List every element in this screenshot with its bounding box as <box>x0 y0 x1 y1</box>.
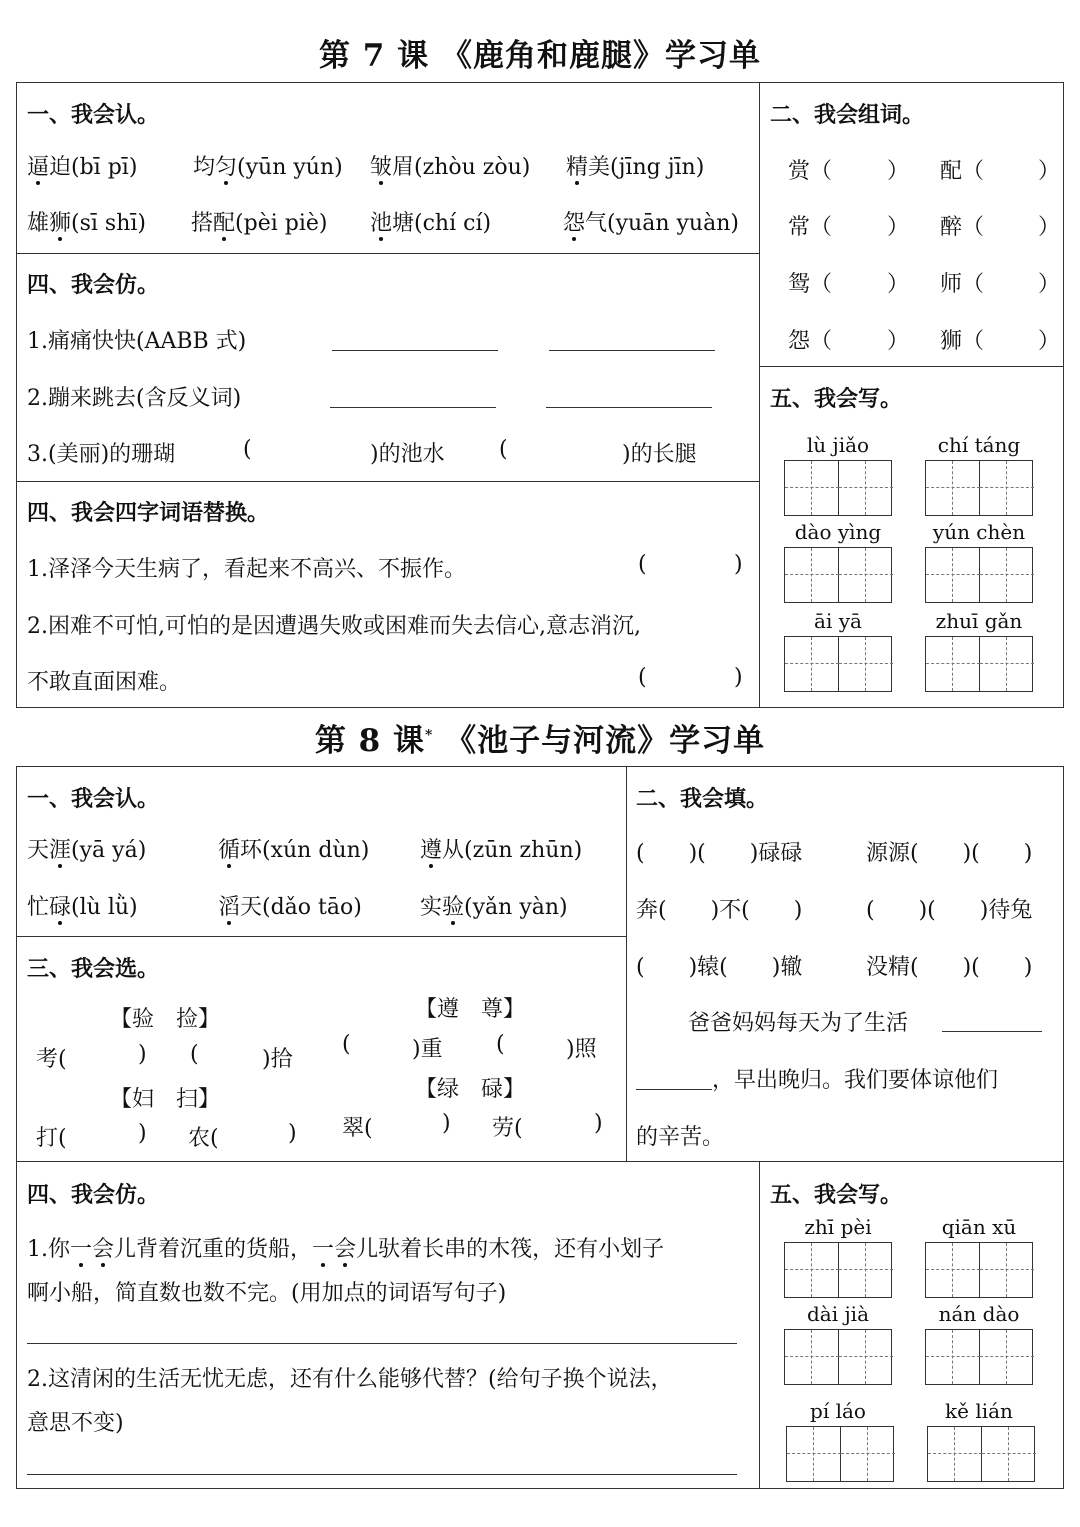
pinyin-label: kě lián <box>945 1399 1013 1423</box>
word-item: 鸳（ <box>788 272 833 297</box>
recognize-item: 循环(xún dùn) <box>218 838 370 863</box>
word-item: 配（ <box>940 159 985 184</box>
choice-blank[interactable]: 翠( <box>342 1116 373 1141</box>
answer-line[interactable] <box>27 1474 737 1475</box>
choice-blank: ) <box>594 1111 603 1136</box>
word-item: 赏（ <box>788 159 833 184</box>
divider <box>626 766 627 1162</box>
imitate-line: 意思不变) <box>27 1411 124 1436</box>
pinyin-label: dài jià <box>806 1302 869 1326</box>
fill-paragraph: ，早出晚归。我们要体谅他们 <box>712 1068 999 1093</box>
word-item: 常（ <box>788 215 833 240</box>
answer-line[interactable] <box>636 1089 712 1090</box>
pinyin-label: chí táng <box>937 433 1021 457</box>
fill-paragraph: 的辛苦。 <box>636 1125 725 1150</box>
choice-blank[interactable]: 考( <box>36 1047 67 1072</box>
section-heading: 二、我会组词。 <box>770 102 925 128</box>
word-item: ） <box>1038 215 1061 240</box>
choice-blank[interactable]: ( <box>496 1032 505 1057</box>
recognize-item: 遵从(zūn zhūn) <box>420 838 583 863</box>
choice-blank: )重 <box>412 1037 443 1062</box>
pinyin-label: nán dào <box>938 1302 1020 1326</box>
choice-blank[interactable]: 农( <box>188 1126 219 1151</box>
section-heading: 四、我会仿。 <box>27 272 160 298</box>
imitate-line: )的长腿 <box>622 442 697 467</box>
word-item: ） <box>887 272 910 297</box>
pinyin-label: dào yìng <box>794 520 882 544</box>
writing-grid[interactable] <box>927 1426 1035 1482</box>
divider <box>16 253 760 254</box>
section-heading: 一、我会认。 <box>27 786 160 812</box>
pinyin-label: āi yā <box>814 609 862 633</box>
imitate-line: 1.痛痛快快(AABB 式) <box>27 329 247 354</box>
replace-line: 1.泽泽今天生病了，看起来不高兴、不振作。 <box>27 557 466 582</box>
choice-blank: ) <box>138 1042 147 1067</box>
divider <box>16 1161 1064 1162</box>
recognize-item: 滔天(dǎo tāo) <box>218 895 362 920</box>
fill-item[interactable]: ( )( )碌碌 <box>636 841 803 866</box>
writing-grid[interactable] <box>925 1329 1033 1385</box>
choice-group: 【遵 尊】 <box>415 997 526 1022</box>
recognize-item: 逼迫(bī pī) <box>27 155 138 180</box>
answer-blank: ) <box>734 552 743 577</box>
pinyin-label: pí láo <box>810 1399 866 1423</box>
imitate-line: 啊小船，简直数也数不完。(用加点的词语写句子) <box>27 1281 507 1306</box>
fill-item[interactable]: 没精( )( ) <box>866 955 1033 980</box>
answer-line[interactable] <box>942 1031 1042 1032</box>
choice-group: 【验 捡】 <box>110 1007 221 1032</box>
replace-line: 不敢直面困难。 <box>27 670 182 695</box>
word-item: ） <box>1038 329 1061 354</box>
imitate-line: 3.(美丽)的珊瑚 <box>27 442 176 467</box>
word-item: 醉（ <box>940 215 985 240</box>
recognize-item: 搭配(pèi piè) <box>191 211 328 236</box>
section-heading: 四、我会仿。 <box>27 1182 160 1208</box>
divider <box>16 936 627 937</box>
divider <box>759 82 760 708</box>
word-item: ） <box>1038 272 1061 297</box>
recognize-item: 天涯(yā yá) <box>27 838 147 863</box>
pinyin-label: yún chèn <box>932 520 1026 544</box>
writing-grid[interactable] <box>784 1242 892 1298</box>
imitate-line: 2.蹦来跳去(含反义词) <box>27 386 242 411</box>
writing-grid[interactable] <box>784 547 892 603</box>
lesson7-title: 第 7 课 《鹿角和鹿腿》学习单 <box>319 38 761 74</box>
section-heading: 四、我会四字词语替换。 <box>27 500 270 526</box>
divider <box>759 366 1064 367</box>
writing-grid[interactable] <box>784 636 892 692</box>
choice-blank[interactable]: 劳( <box>492 1116 523 1141</box>
fill-item[interactable]: ( )( )待兔 <box>866 898 1033 923</box>
writing-grid[interactable] <box>784 1329 892 1385</box>
fill-item[interactable]: 奔( )不( ) <box>636 898 803 923</box>
choice-blank: )拾 <box>262 1047 293 1072</box>
pinyin-label: zhuī gǎn <box>935 609 1023 633</box>
recognize-item: 池塘(chí cí) <box>370 211 492 236</box>
replace-line: 2.困难不可怕,可怕的是因遭遇失败或困难而失去信心,意志消沉, <box>27 614 641 639</box>
recognize-item: 精美(jīng jīn) <box>566 155 705 180</box>
writing-grid[interactable] <box>925 460 1033 516</box>
section-heading: 五、我会写。 <box>770 386 903 412</box>
choice-group: 【妇 扫】 <box>110 1087 221 1112</box>
recognize-item: 实验(yǎn yàn) <box>420 895 568 920</box>
writing-grid[interactable] <box>784 460 892 516</box>
recognize-item: 雄狮(sī shī) <box>27 211 147 236</box>
choice-blank: ) <box>288 1121 297 1146</box>
word-item: ） <box>887 215 910 240</box>
answer-blank[interactable]: ( <box>499 437 508 462</box>
imitate-line: )的池水 <box>370 442 445 467</box>
section-heading: 一、我会认。 <box>27 102 160 128</box>
answer-line[interactable] <box>332 350 498 351</box>
section-heading: 五、我会写。 <box>770 1182 903 1208</box>
word-item: 怨（ <box>788 329 833 354</box>
word-item: ） <box>887 159 910 184</box>
choice-blank: ) <box>138 1121 147 1146</box>
divider <box>16 481 760 482</box>
choice-blank[interactable]: ( <box>342 1032 351 1057</box>
choice-blank: ) <box>442 1111 451 1136</box>
word-item: ） <box>887 329 910 354</box>
lesson8-title: 第 8 课* 《池子与河流》学习单 <box>314 723 766 759</box>
pinyin-label: qiān xū <box>941 1215 1017 1239</box>
choice-blank[interactable]: 打( <box>36 1126 67 1151</box>
answer-line[interactable] <box>549 350 715 351</box>
answer-blank[interactable]: ( <box>243 437 252 462</box>
recognize-item: 忙碌(lù lǜ) <box>27 895 138 920</box>
writing-grid[interactable] <box>925 636 1033 692</box>
answer-blank[interactable]: ( <box>638 552 647 577</box>
fill-paragraph: 爸爸妈妈每天为了生活 <box>688 1011 909 1036</box>
section-heading: 三、我会选。 <box>27 956 160 982</box>
imitate-line: 1.你一会儿背着沉重的货船，一会儿驮着长串的木筏，还有小划子 <box>27 1237 665 1262</box>
section-heading: 二、我会填。 <box>636 786 769 812</box>
word-item: 狮（ <box>940 329 985 354</box>
pinyin-label: zhī pèi <box>804 1215 872 1239</box>
fill-item[interactable]: 源源( )( ) <box>866 841 1033 866</box>
answer-line[interactable] <box>546 407 712 408</box>
divider <box>759 1161 760 1489</box>
choice-group: 【绿 碌】 <box>415 1077 526 1102</box>
answer-line[interactable] <box>27 1343 737 1344</box>
writing-grid[interactable] <box>925 547 1033 603</box>
answer-line[interactable] <box>330 407 496 408</box>
recognize-item: 皱眉(zhòu zòu) <box>370 155 531 180</box>
recognize-item: 均匀(yūn yún) <box>193 155 343 180</box>
answer-blank[interactable]: ( <box>638 665 647 690</box>
answer-blank: ) <box>734 665 743 690</box>
writing-grid[interactable] <box>786 1426 894 1482</box>
word-item: 师（ <box>940 272 985 297</box>
pinyin-label: lù jiǎo <box>806 433 870 457</box>
choice-blank: )照 <box>566 1037 597 1062</box>
choice-blank[interactable]: ( <box>190 1042 199 1067</box>
writing-grid[interactable] <box>925 1242 1033 1298</box>
imitate-line: 2.这清闲的生活无忧无虑，还有什么能够代替？(给句子换个说法， <box>27 1367 673 1392</box>
fill-item[interactable]: ( )辕( )辙 <box>636 955 803 980</box>
recognize-item: 怨气(yuān yuàn) <box>563 211 739 236</box>
word-item: ） <box>1038 159 1061 184</box>
